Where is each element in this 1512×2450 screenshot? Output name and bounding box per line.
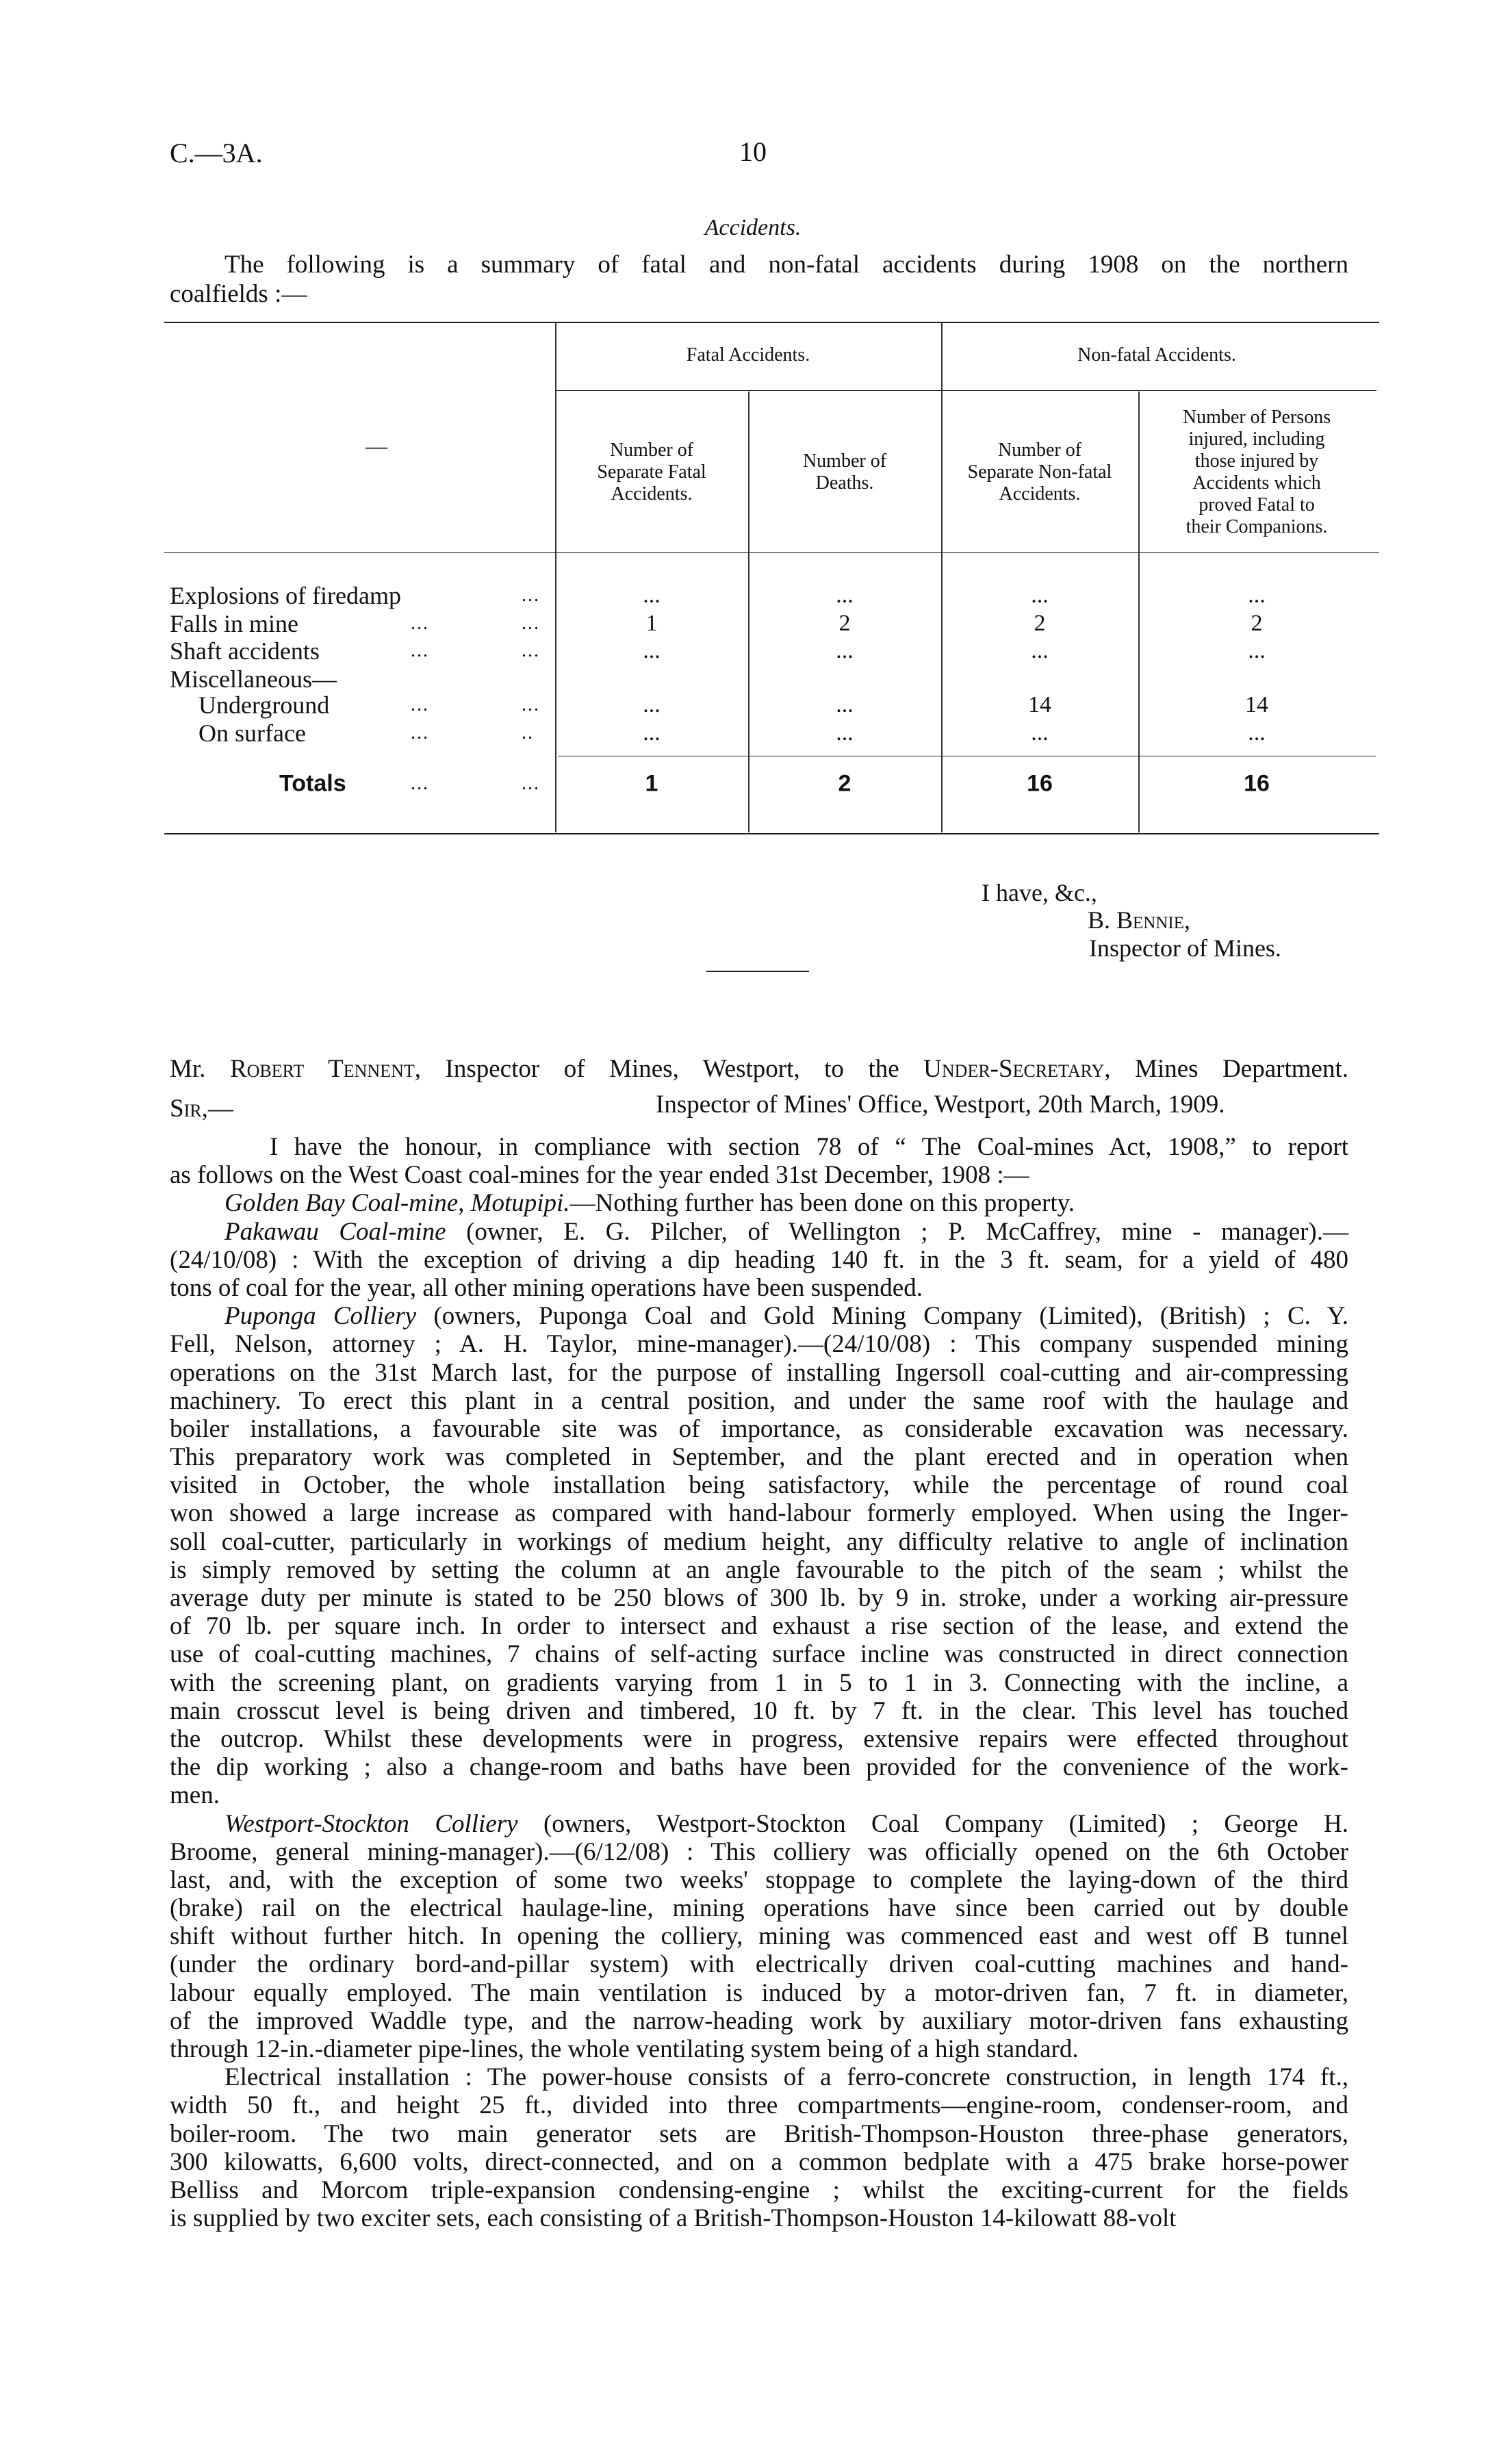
body-line: (brake) rail on the electrical haulage-line, mining operations have since been carried out by double [170, 1894, 1348, 1923]
table-cell: 2 [838, 611, 851, 636]
row-label: Underground [198, 691, 330, 719]
to-name: Under-Secretary [923, 1055, 1105, 1083]
leader-dots: ... [522, 694, 540, 715]
leader-dots: ... [411, 694, 429, 715]
body-line: won showed a large increase as compared with hand-labour formerly employed. When using the Inger- [170, 1499, 1348, 1528]
body-line: Golden Bay Coal-mine, Motupipi.—Nothing further has been done on this property. [225, 1189, 1075, 1218]
from-mid: , Inspector of Mines, Westport, to the [414, 1055, 924, 1083]
col-divider [555, 553, 556, 832]
row-label: Miscellaneous— [170, 665, 337, 693]
body-line: main crosscut level is being driven and timbered, 10 ft. by 7 ft. in the clear. This level has touched [170, 1696, 1348, 1725]
body-line: is simply removed by setting the column at an angle favourable to the pitch of the seam ; whilst the [170, 1555, 1348, 1584]
column-header-text: Number of [609, 439, 694, 461]
body-line: boiler installations, a favourable site was of importance, as considerable excavation was necessary. [170, 1414, 1348, 1443]
page-number: 10 [739, 136, 767, 167]
row-label: Falls in mine [170, 610, 298, 637]
body-line: width 50 ft., and height 25 ft., divided into three compartments—engine-room, condenser-room, and [170, 2091, 1348, 2120]
body-line: of the improved Waddle type, and the narrow-heading work by auxiliary motor-driven fans exhausting [170, 2006, 1348, 2035]
row-label: Shaft accidents [170, 637, 320, 665]
table-cell: ... [1031, 720, 1049, 745]
column-header-text: proved Fatal to [1199, 494, 1315, 515]
body-line: labour equally employed. The main ventilation is induced by a motor-driven fan, 7 ft. in diameter, [170, 1978, 1348, 2007]
table-cell: ... [1031, 583, 1049, 608]
column-header-text: Number of [997, 439, 1082, 461]
body-line: use of coal-cutting machines, 7 chains of self-acting surface incline was constructed in direct connection [170, 1640, 1348, 1669]
column-header-text: Accidents. [611, 483, 693, 505]
body-line: boiler-room. The two main generator sets are British-Thompson-Houston three-phase generators, [170, 2119, 1348, 2148]
column-header-text: those injured by [1194, 450, 1319, 472]
leader-dots: ... [411, 613, 429, 634]
column-header-text: Number of Persons [1182, 407, 1331, 428]
col-divider [555, 323, 556, 552]
col-divider [941, 553, 943, 832]
col-divider [1138, 553, 1140, 832]
body-line: I have the honour, in compliance with section 78 of “ The Coal-mines Act, 1908,” to report [270, 1133, 1348, 1161]
body-line: is supplied by two exciter sets, each consisting of a British-Thompson-Houston 14-kilowatt 88-volt [170, 2204, 1177, 2233]
letter-heading [170, 1054, 1348, 1084]
signoff-closing: I have, &c., [982, 879, 1097, 906]
body-line: Belliss and Morcom triple-expansion condensing-engine ; whilst the exciting-current for the fields [170, 2175, 1348, 2204]
column-header-text: Separate Fatal [597, 461, 706, 483]
body-line: of 70 lb. per square inch. In order to intersect and exhaust a rise section of the lease, and extend the [170, 1612, 1348, 1641]
table-cell: 2 [1251, 611, 1263, 636]
leader-dots: ... [411, 722, 429, 743]
table-cell: 14 [1245, 692, 1268, 717]
body-line: the dip working ; also a change-room and baths have been provided for the convenience of the work- [170, 1753, 1348, 1782]
totals-label: Totals [279, 770, 346, 797]
table-cell: ... [836, 692, 854, 717]
signoff-name: B. Bennie, [1088, 906, 1190, 934]
section-title: Accidents. [704, 215, 802, 240]
table-cell: ... [1248, 720, 1266, 745]
totals-cell: 16 [1244, 770, 1270, 797]
body-line: men. [170, 1781, 220, 1810]
col-divider [1138, 392, 1140, 552]
salutation: Sir,— [170, 1095, 233, 1123]
body-line: Broome, general mining-manager).—(6/12/08) : This colliery was officially opened on the 6th October [170, 1837, 1348, 1866]
column-header-text: Accidents which [1192, 472, 1321, 494]
leader-dots: ... [522, 773, 540, 794]
totals-cell: 2 [838, 770, 851, 797]
mine-name: Golden Bay Coal-mine, Motupipi. [225, 1189, 570, 1218]
intro-line-1: The following is a summary of fatal and non-fatal accidents during 1908 on the northern [225, 251, 1348, 279]
body-line: operations on the 31st March last, for the purpose of installing Ingersoll coal-cutting and air-compressing [170, 1358, 1348, 1387]
totals-cell: 1 [645, 770, 658, 797]
body-line: with the screening plant, on gradients varying from 1 in 5 to 1 in 3. Connecting with the incline, a [170, 1668, 1348, 1697]
body-line: the outcrop. Whilst these developments were in progress, extensive repairs were effected throughout [170, 1724, 1348, 1753]
column-header-text: Deaths. [815, 472, 874, 494]
table-cell: ... [643, 638, 661, 663]
letter-body [170, 1133, 1348, 2232]
body-line: as follows on the West Coast coal-mines for the year ended 31st December, 1908 :— [170, 1161, 1029, 1190]
col-divider [941, 323, 943, 552]
table-top-rule [164, 322, 1379, 323]
table-cell: ... [643, 583, 661, 608]
body-line: This preparatory work was completed in September, and the plant erected and in operation when [170, 1443, 1348, 1472]
body-line: Puponga Colliery (owners, Puponga Coal and Gold Mining Company (Limited), (British) ; C. Y. [225, 1302, 1348, 1331]
intro-line-2: coalfields :— [170, 280, 307, 308]
col-divider [748, 553, 749, 832]
col-divider [748, 392, 749, 552]
table-cell: ... [836, 720, 854, 745]
body-line: machinery. To erect this plant in a central position, and under the same roof with the haulage and [170, 1386, 1348, 1415]
table-cell: ... [1248, 583, 1266, 608]
leader-dots: ... [522, 613, 540, 634]
body-line: soll coal-cutter, particularly in workings of medium height, any difficulty relative to angle of inclination [170, 1527, 1348, 1556]
table-cell: ... [836, 583, 854, 608]
body-line: Electrical installation : The power-house consists of a ferro-concrete construction, in length 174 ft., [225, 2063, 1348, 2092]
body-line: Fell, Nelson, attorney ; A. H. Taylor, mine-manager).—(24/10/08) : This company suspended mining [170, 1330, 1348, 1359]
table-bottom-rule [164, 833, 1379, 834]
leader-dots: .. [522, 722, 534, 743]
document-reference: C.—3A. [170, 138, 263, 168]
leader-dots: ... [411, 773, 429, 794]
group-header-fatal: Fatal Accidents. [686, 344, 810, 366]
table-cell: ... [836, 638, 854, 663]
leader-dots: ... [522, 640, 540, 661]
row-label: Explosions of firedamp [170, 582, 401, 609]
table-cell: 2 [1034, 611, 1046, 636]
mine-name: Westport-Stockton Colliery [225, 1809, 518, 1838]
from-name: Robert Tennent [229, 1055, 415, 1083]
column-header-text: Separate Non-fatal [967, 461, 1112, 483]
address-line: Inspector of Mines' Office, Westport, 20th March, 1909. [656, 1090, 1225, 1119]
group-rule [555, 390, 1376, 391]
body-line: (24/10/08) : With the exception of driving a dip heading 140 ft. in the 3 ft. seam, for a yield of 480 [170, 1245, 1348, 1274]
from-prefix: Mr. [170, 1055, 230, 1083]
table-cell: ... [1031, 638, 1049, 663]
row-label: On surface [198, 719, 306, 747]
signoff-title: Inspector of Mines. [1089, 934, 1281, 962]
column-header-text: their Companions. [1186, 516, 1328, 537]
to-suffix: , Mines Department. [1104, 1055, 1348, 1083]
group-header-nonfatal: Non-fatal Accidents. [1077, 344, 1236, 366]
body-line: last, and, with the exception of some two weeks' stoppage to complete the laying-down of the third [170, 1865, 1348, 1894]
body-line: Pakawau Coal-mine (owner, E. G. Pilcher, of Wellington ; P. McCaffrey, mine - manager).— [225, 1217, 1349, 1246]
header-bottom-rule [164, 552, 1379, 553]
table-cell: ... [643, 692, 661, 717]
body-line: average duty per minute is stated to be 250 blows of 300 lb. by 9 in. stroke, under a working air-pressure [170, 1584, 1348, 1612]
leader-dots: ... [411, 640, 429, 661]
body-line: Westport-Stockton Colliery (owners, Westport-Stockton Coal Company (Limited) ; George H. [225, 1809, 1348, 1838]
totals-cell: 16 [1027, 770, 1053, 797]
corner-dash: — [366, 433, 387, 458]
leader-dots: ... [522, 585, 540, 606]
mine-name: Pakawau Coal-mine [225, 1217, 446, 1246]
section-separator [706, 971, 809, 972]
body-line: 300 kilowatts, 6,600 volts, direct-connected, and on a common bedplate with a 475 brake horse-power [170, 2147, 1348, 2176]
mine-name: Puponga Colliery [225, 1302, 417, 1331]
table-cell: 1 [645, 611, 658, 636]
table-cell: ... [1248, 638, 1266, 663]
body-line: shift without further hitch. In opening the colliery, mining was commenced east and west off B tunnel [170, 1922, 1348, 1951]
table-cell: ... [643, 720, 661, 745]
table-cell: 14 [1028, 692, 1051, 717]
body-line: through 12-in.-diameter pipe-lines, the whole ventilating system being of a high standard. [170, 2035, 1079, 2063]
column-header-text: injured, including [1188, 429, 1325, 450]
body-line: tons of coal for the year, all other mining operations have been suspended. [170, 1273, 923, 1302]
body-line: visited in October, the whole installation being satisfactory, while the percentage of round coal [170, 1471, 1348, 1500]
body-line: (under the ordinary bord-and-pillar system) with electrically driven coal-cutting machines and hand- [170, 1950, 1348, 1979]
column-header-text: Number of [802, 450, 887, 472]
column-header-text: Accidents. [999, 483, 1081, 505]
